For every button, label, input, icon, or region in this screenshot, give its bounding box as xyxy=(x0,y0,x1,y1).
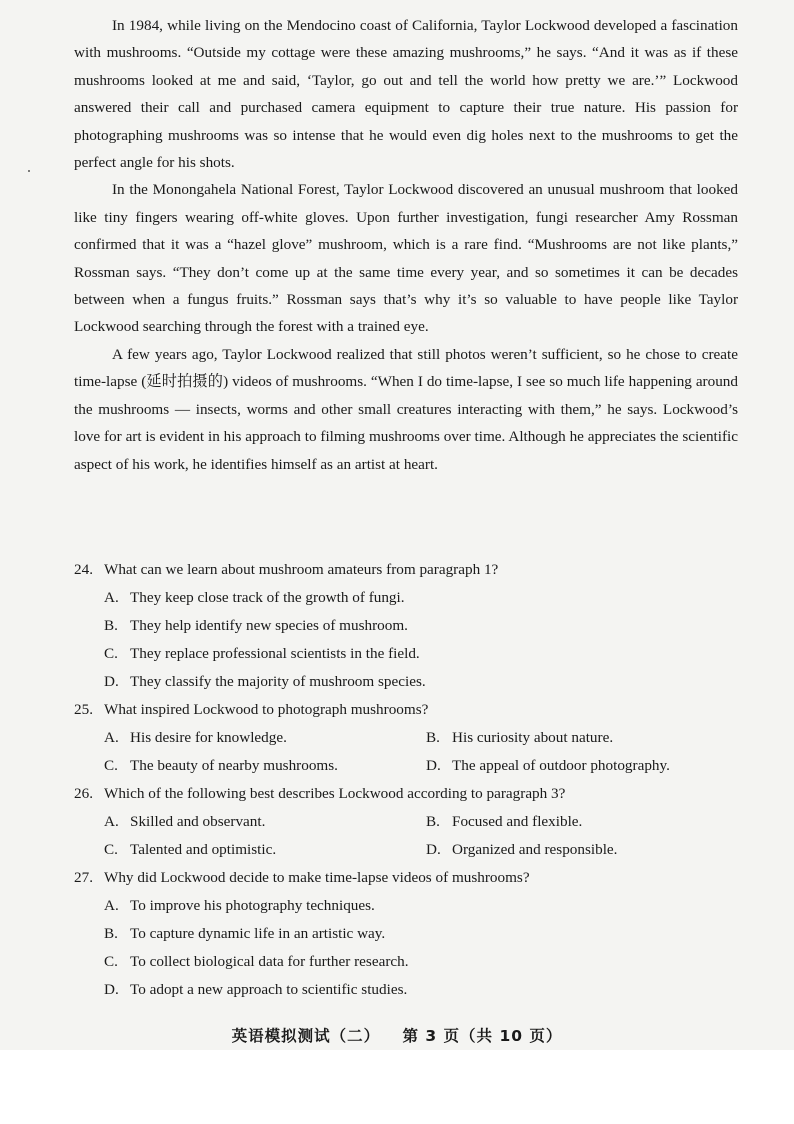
option-text: They classify the majority of mushroom species. xyxy=(130,673,426,690)
answer-option xyxy=(104,584,405,612)
option-text: The appeal of outdoor photography. xyxy=(452,757,670,774)
answer-option xyxy=(104,836,276,864)
passage-paragraph-2: In the Monongahela National Forest, Taylor Lockwood discovered an unusual mushroom that looked like tiny fingers wearing off-white gloves. Upon further investigation, fungi researcher Amy Rossman confirmed that it was a “hazel glove” mushroom, which is a rare find. “Mushrooms are not like plants,” Rossman says. “They don’t come up at the same time every year, and so sometimes it can be decades between when a fungus fruits.” Rossman says that’s why it’s so valuable to have people like Taylor Lockwood searching through the forest with a trained eye. xyxy=(74,181,738,336)
option-letter: A. xyxy=(104,813,119,830)
option-row xyxy=(74,948,738,976)
option-row xyxy=(74,976,738,1004)
question-text: Which of the following best describes Lockwood according to paragraph 3? xyxy=(104,785,566,802)
exam-title: 英语模拟测试（二） xyxy=(231,1027,381,1045)
option-letter: B. xyxy=(426,813,440,830)
answer-option xyxy=(104,612,408,640)
question-number: 24. xyxy=(74,561,93,578)
option-text: They replace professional scientists in the field. xyxy=(130,645,420,662)
option-text: His desire for knowledge. xyxy=(130,729,287,746)
option-letter: C. xyxy=(104,645,118,662)
passage-paragraph-3: A few years ago, Taylor Lockwood realized that still photos weren’t sufficient, so he chose to create time-lapse (延时拍摄的) videos of mushrooms. “When I do time-lapse, I see so much life happening around the mushrooms — insects, worms and other small creatures interacting with them,” he says. Lockwood’s love for art is evident in his approach to filming mushrooms over time. Although he appreciates the scientific aspect of his work, he identifies himself as an artist at heart. xyxy=(74,345,738,473)
question-text: What can we learn about mushroom amateurs from paragraph 1? xyxy=(104,561,499,578)
option-letter: A. xyxy=(104,729,119,746)
option-row xyxy=(74,668,738,696)
answer-option xyxy=(104,640,420,668)
option-letter: C. xyxy=(104,953,118,970)
option-row xyxy=(74,752,738,780)
option-text: Skilled and observant. xyxy=(130,813,266,830)
option-row xyxy=(74,612,738,640)
reading-passage xyxy=(74,12,738,478)
option-text: To adopt a new approach to scientific studies. xyxy=(130,981,408,998)
option-letter: D. xyxy=(426,841,441,858)
question-number: 27. xyxy=(74,869,93,886)
option-row xyxy=(74,892,738,920)
option-letter: B. xyxy=(104,925,118,942)
option-text: They help identify new species of mushroom. xyxy=(130,617,408,634)
answer-option xyxy=(426,724,613,752)
answer-option xyxy=(104,752,338,780)
option-row xyxy=(74,920,738,948)
option-row xyxy=(74,584,738,612)
answer-option xyxy=(104,724,287,752)
page-number: 第 3 页（共 10 页） xyxy=(402,1027,563,1045)
question-stem xyxy=(74,780,738,808)
answer-option xyxy=(426,836,617,864)
option-letter: B. xyxy=(104,617,118,634)
option-text: Organized and responsible. xyxy=(452,841,618,858)
option-text: Focused and flexible. xyxy=(452,813,583,830)
option-row xyxy=(74,724,738,752)
option-text: They keep close track of the growth of fungi. xyxy=(130,589,405,606)
answer-option xyxy=(104,668,426,696)
question-stem xyxy=(74,696,738,724)
passage-paragraph-1: In 1984, while living on the Mendocino coast of California, Taylor Lockwood developed a fascination with mushrooms. “Outside my cottage were these amazing mushrooms,” he says. “And it was as if these mushrooms looked at me and said, ‘Taylor, go out and tell the world how pretty we are.’” Lockwood answered their call and purchased camera equipment to capture their true nature. His passion for photographing mushrooms was so intense that he would even dig holes next to the mushrooms to get the perfect angle for his shots. xyxy=(74,17,738,172)
option-text: The beauty of nearby mushrooms. xyxy=(130,757,338,774)
question-text: Why did Lockwood decide to make time-lapse videos of mushrooms? xyxy=(104,869,530,886)
answer-option xyxy=(104,976,407,1004)
option-letter: A. xyxy=(104,897,119,914)
page-footer xyxy=(0,1024,794,1046)
option-letter: C. xyxy=(104,757,118,774)
answer-option xyxy=(104,808,265,836)
answer-option xyxy=(104,948,409,976)
option-row xyxy=(74,640,738,668)
option-text: His curiosity about nature. xyxy=(452,729,614,746)
answer-option xyxy=(104,920,385,948)
option-text: To capture dynamic life in an artistic way. xyxy=(130,925,386,942)
option-letter: A. xyxy=(104,589,119,606)
option-letter: C. xyxy=(104,841,118,858)
answer-option xyxy=(104,892,375,920)
question-list xyxy=(74,556,738,1004)
option-letter: D. xyxy=(104,673,119,690)
question-number: 26. xyxy=(74,785,93,802)
question-number: 25. xyxy=(74,701,93,718)
question-stem xyxy=(74,556,738,584)
option-text: Talented and optimistic. xyxy=(130,841,277,858)
scan-speck xyxy=(28,170,30,172)
question-stem xyxy=(74,864,738,892)
option-letter: D. xyxy=(104,981,119,998)
option-row xyxy=(74,836,738,864)
option-row xyxy=(74,808,738,836)
option-text: To improve his photography techniques. xyxy=(130,897,375,914)
answer-option xyxy=(426,752,670,780)
option-text: To collect biological data for further research. xyxy=(130,953,409,970)
answer-option xyxy=(426,808,582,836)
option-letter: B. xyxy=(426,729,440,746)
question-text: What inspired Lockwood to photograph mushrooms? xyxy=(104,701,429,718)
option-letter: D. xyxy=(426,757,441,774)
